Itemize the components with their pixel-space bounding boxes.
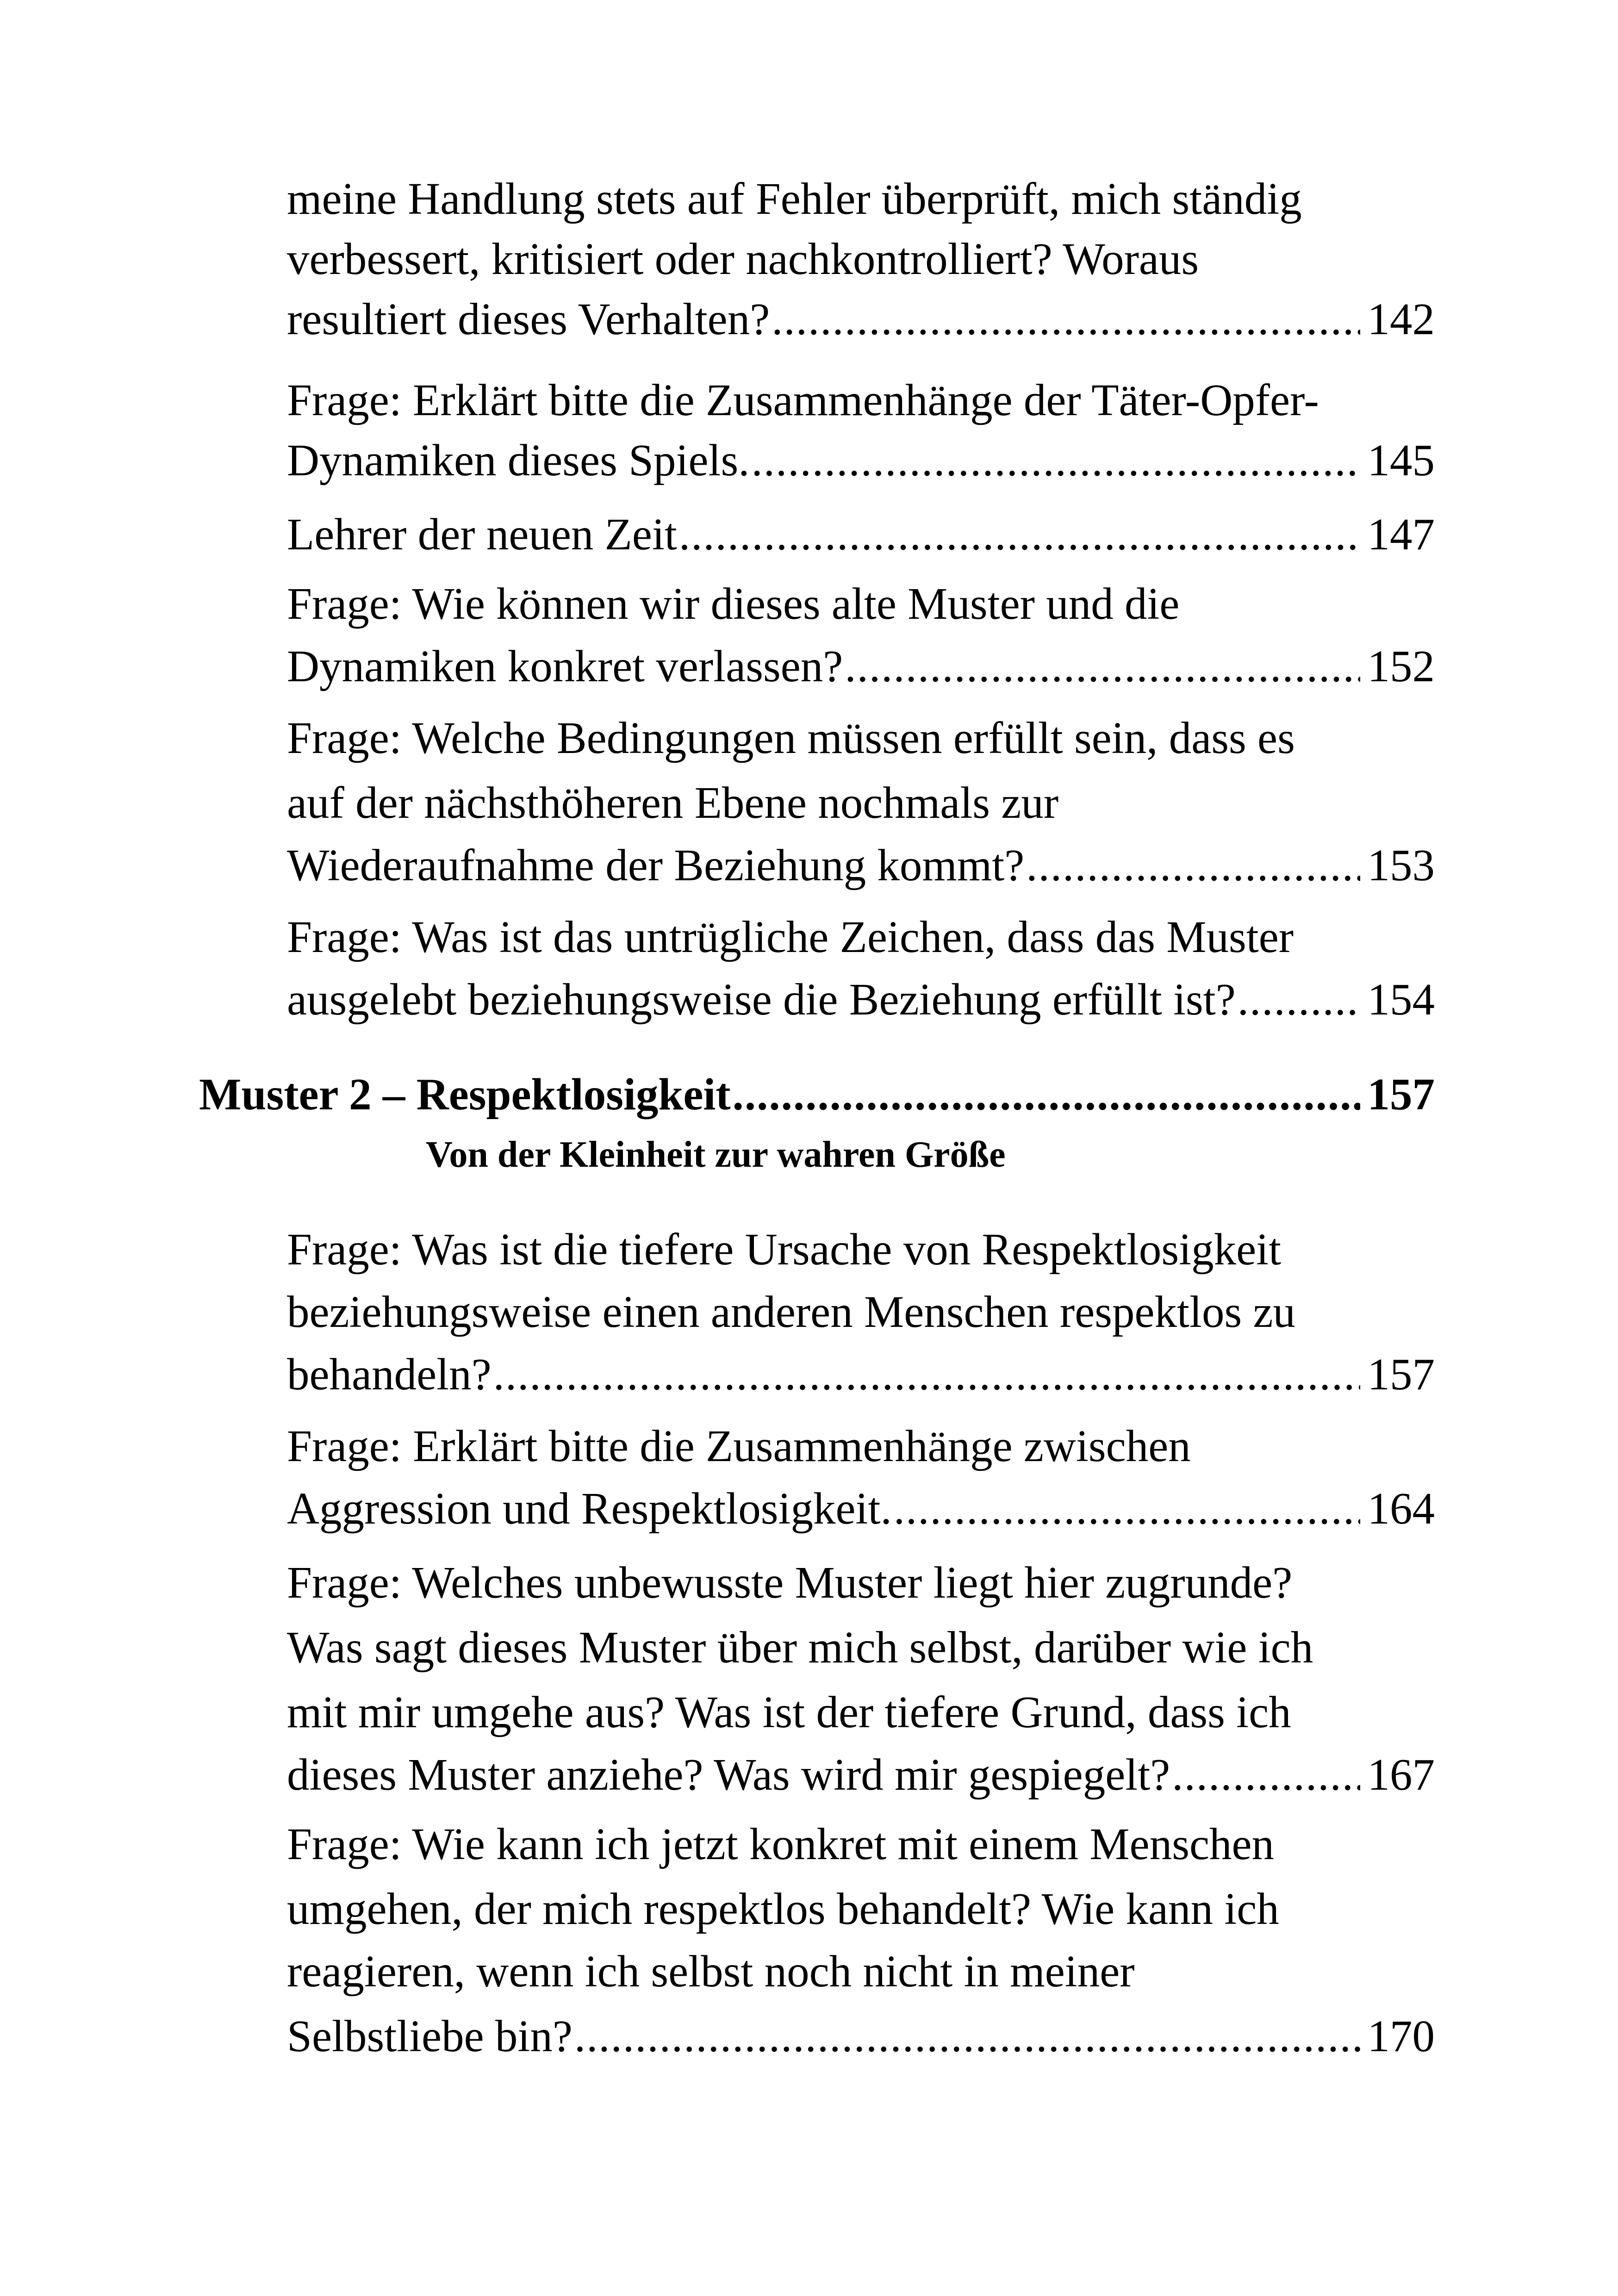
- toc-entry-text: Frage: Erklärt bitte die Zusammenhänge der Täter-Opfer-: [287, 375, 1319, 425]
- leader-dots: [1026, 833, 1360, 898]
- leader-dots: [1238, 967, 1360, 1032]
- leader-dots: [493, 1342, 1360, 1407]
- toc-entry-text: umgehen, der mich respektlos behandelt? Wie kann ich: [287, 1884, 1279, 1934]
- toc-page-number: 170: [1367, 2011, 1435, 2061]
- toc-entry-text: Frage: Welches unbewusste Muster liegt hier zugrunde?: [287, 1558, 1293, 1607]
- chapter-heading-line[interactable]: [199, 1062, 1435, 1127]
- toc-page-number: 153: [1367, 840, 1435, 890]
- leader-dots: [679, 502, 1360, 567]
- toc-entry-title: Dynamiken konkret verlassen?: [287, 641, 843, 691]
- toc-entry-title: behandeln?: [287, 1350, 492, 1399]
- toc-entry-last-line[interactable]: [287, 967, 1435, 1032]
- toc-entry-title: Lehrer der neuen Zeit: [287, 510, 677, 559]
- leader-dots: [845, 634, 1360, 699]
- leader-dots: [733, 1062, 1360, 1127]
- toc-entry-text: Frage: Welche Bedingungen müssen erfüllt sein, dass es: [287, 713, 1295, 763]
- toc-entry-title: resultiert dieses Verhalten?: [287, 294, 770, 344]
- toc-entry-text: meine Handlung stets auf Fehler überprüft, mich ständig: [287, 174, 1302, 224]
- leader-dots: [752, 428, 1360, 493]
- leader-dots: [574, 2004, 1360, 2069]
- toc-page-number: 157: [1367, 1350, 1435, 1399]
- toc-entry-last-line[interactable]: [287, 833, 1435, 898]
- toc-page-number: 147: [1367, 510, 1435, 559]
- toc-page-number: 142: [1367, 294, 1435, 344]
- toc-entry-text: beziehungsweise einen anderen Menschen respektlos zu: [287, 1287, 1295, 1337]
- toc-entry-title: Selbstliebe bin?: [287, 2011, 573, 2061]
- toc-entry-last-line[interactable]: [287, 2004, 1435, 2069]
- toc-entry-text: mit mir umgehe aus? Was ist der tiefere Grund, dass ich: [287, 1687, 1291, 1737]
- toc-page-number: 154: [1367, 975, 1435, 1024]
- toc-entry-last-line[interactable]: [287, 502, 1435, 567]
- toc-entry-text: Frage: Was ist die tiefere Ursache von Respektlosigkeit: [287, 1225, 1282, 1274]
- toc-entry-text: Frage: Was ist das untrügliche Zeichen, dass das Muster: [287, 912, 1294, 962]
- toc-entry-text: auf der nächsthöheren Ebene nochmals zur: [287, 778, 1059, 828]
- toc-entry-last-line[interactable]: [287, 1342, 1435, 1407]
- leader-dots: [772, 287, 1360, 352]
- toc-entry-title: ausgelebt beziehungsweise die Beziehung erfüllt ist?: [287, 975, 1236, 1024]
- toc-entry-last-line[interactable]: [287, 287, 1435, 352]
- toc-entry-text: Frage: Erklärt bitte die Zusammenhänge zwischen: [287, 1421, 1191, 1471]
- leader-dots: [1172, 1742, 1360, 1807]
- toc-entry-last-line[interactable]: [287, 634, 1435, 699]
- toc-entry-last-line[interactable]: [287, 1742, 1435, 1807]
- toc-page-number: 145: [1367, 436, 1435, 485]
- toc-entry-title: Wiederaufnahme der Beziehung kommt?: [287, 840, 1025, 890]
- leader-dots: [894, 1476, 1360, 1541]
- toc-page-number: 164: [1367, 1484, 1435, 1533]
- toc-entry-title: Aggression und Respektlosigkeit.: [287, 1484, 892, 1533]
- toc-entry-text: Frage: Wie kann ich jetzt konkret mit einem Menschen: [287, 1819, 1275, 1869]
- chapter-subtitle: Von der Kleinheit zur wahren Größe: [426, 1134, 1006, 1175]
- toc-entry-title: Dynamiken dieses Spiels.: [287, 436, 750, 485]
- toc-page-number: 167: [1367, 1750, 1435, 1799]
- toc-entry-last-line[interactable]: [287, 428, 1435, 493]
- toc-entry-text: reagieren, wenn ich selbst noch nicht in meiner: [287, 1947, 1135, 1996]
- toc-entry-title: dieses Muster anziehe? Was wird mir gespiegelt?: [287, 1750, 1170, 1799]
- chapter-title: Muster 2 – Respektlosigkeit: [199, 1070, 731, 1119]
- toc-entry-last-line[interactable]: [287, 1476, 1435, 1541]
- toc-entry-text: Frage: Wie können wir dieses alte Muster und die: [287, 579, 1180, 628]
- toc-entry-text: verbessert, kritisiert oder nachkontrolliert? Woraus: [287, 234, 1199, 284]
- toc-entry-text: Was sagt dieses Muster über mich selbst, darüber wie ich: [287, 1623, 1313, 1672]
- chapter-page-number: 157: [1367, 1070, 1435, 1119]
- toc-page-number: 152: [1367, 641, 1435, 691]
